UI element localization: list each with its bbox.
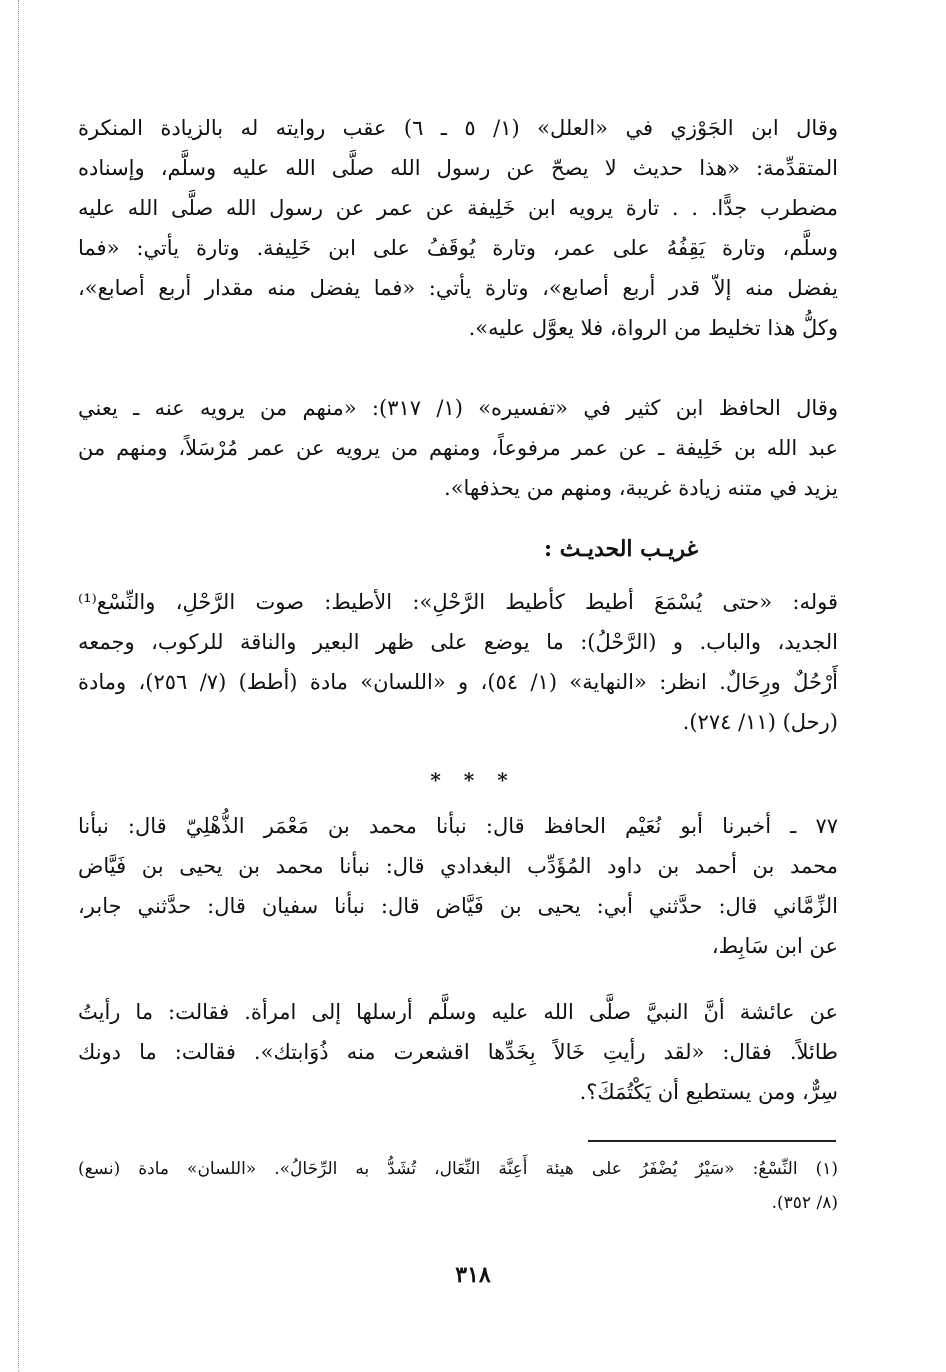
- text-line: قوله: «حتى يُسْمَعَ أطيط كأطيط الرَّحْلِ»: الأطيط: صوت الرَّحْلِ، والنِّسْع⁽¹⁾: [78, 590, 838, 614]
- text-line: أَرْحُلٌ ورِحَالٌ. انظر: «النهاية» (١/ ٥٤)، و «اللسان» مادة (أطط) (٧/ ٢٥٦)، ومادة: [78, 670, 838, 694]
- page-edge-line: [18, 0, 19, 1372]
- text-line: عن عائشة أنَّ النبيَّ صلَّى الله عليه وسلَّم أرسلها إلى امرأة. فقالت: ما رأيتُ: [78, 1000, 838, 1024]
- text-line: ٧٧ ـ أخبرنا أبو نُعَيْم الحافظ قال: نبأنا محمد بن مَعْمَر الذُّهْلِيّ قال: نبأنا: [78, 814, 838, 838]
- paragraph-gharib: [78, 582, 838, 742]
- text-line: وكلُّ هذا تخليط من الرواة، فلا يعوَّل عليه».: [468, 316, 838, 340]
- text-line: عبد الله بن خَلِيفة ـ عن عمر مرفوعاً، ومنهم من يرويه عن عمر مُرْسَلاً، ومنهم من: [78, 436, 838, 460]
- section-heading: غريـب الحديـث :: [544, 536, 698, 562]
- text-line: محمد بن أحمد بن داود المُؤَدِّب البغدادي قال: نبأنا محمد بن يحيى بن فَيَّاض: [78, 854, 838, 878]
- text-line: المتقدِّمة: «هذا حديث لا يصحّ عن رسول الله صلَّى الله عليه وسلَّم، وإسناده: [78, 156, 838, 180]
- paragraph-hadith-77-matn: [78, 992, 838, 1112]
- text-line: الزِّمَّاني قال: حدَّثني أبي: يحيى بن فَيَّاض قال: نبأنا سفيان قال: حدَّثني جابر،: [78, 894, 838, 918]
- page-number: ٣١٨: [455, 1262, 491, 1288]
- text-line: عن ابن سَابِط،: [711, 934, 838, 958]
- text-line: وقال ابن الجَوْزي في «العلل» (١/ ٥ ـ ٦) عقب روايته له بالزيادة المنكرة: [78, 116, 838, 140]
- footnote-divider: [588, 1140, 836, 1142]
- paragraph-ibn-aljawzi: [78, 108, 838, 348]
- text-line: يزيد في متنه زيادة غريبة، ومنهم من يحذفها».: [444, 476, 838, 500]
- text-line: الجديد، والباب. و (الرَّحْلُ): ما يوضع على ظهر البعير والناقة للركوب، وجمعه: [78, 630, 838, 654]
- paragraph-hadith-77-isnad: [78, 806, 838, 966]
- text-line: وقال الحافظ ابن كثير في «تفسيره» (١/ ٣١٧): «منهم من يرويه عنه ـ يعني: [78, 396, 838, 420]
- text-line: مضطرب جدًّا. . . تارة يرويه ابن خَلِيفة عن عمر عن رسول الله صلَّى الله عليه: [78, 196, 838, 220]
- text-line: يفضل منه إلاّ قدر أربع أصابع»، وتارة يأتي: «فما يفضل منه مقدار أربع أصابع»،: [78, 276, 838, 300]
- text-line: سِرٌّ، ومن يستطيع أن يَكْتُمَكَ؟.: [579, 1080, 838, 1104]
- text-line: طائلاً. فقال: «لقد رأيتِ خَالاً بِخَدِّها اقشعرت منه ذُوَابتك». فقالت: ما دونك: [78, 1040, 838, 1064]
- footnote-line: (٨/ ٣٥٢).: [771, 1193, 838, 1213]
- footnote-line: (١) النِّسْعُ: «سَيْرٌ يُضْفَرُ على هيئة أَعِنَّة النِّعَال، تُشَدُّ به الرِّحَالُ». «اللسان» مادة (نسع): [78, 1159, 838, 1179]
- footnote: [78, 1152, 838, 1220]
- text-line: وسلَّم، وتارة يَقِفُهُ على عمر، وتارة يُوقَفُ على ابن خَلِيفة. وتارة يأتي: «فما: [78, 236, 838, 260]
- section-separator: * * *: [430, 768, 516, 792]
- paragraph-ibn-kathir: [78, 388, 838, 508]
- text-line: (رحل) (١١/ ٢٧٤).: [682, 710, 838, 734]
